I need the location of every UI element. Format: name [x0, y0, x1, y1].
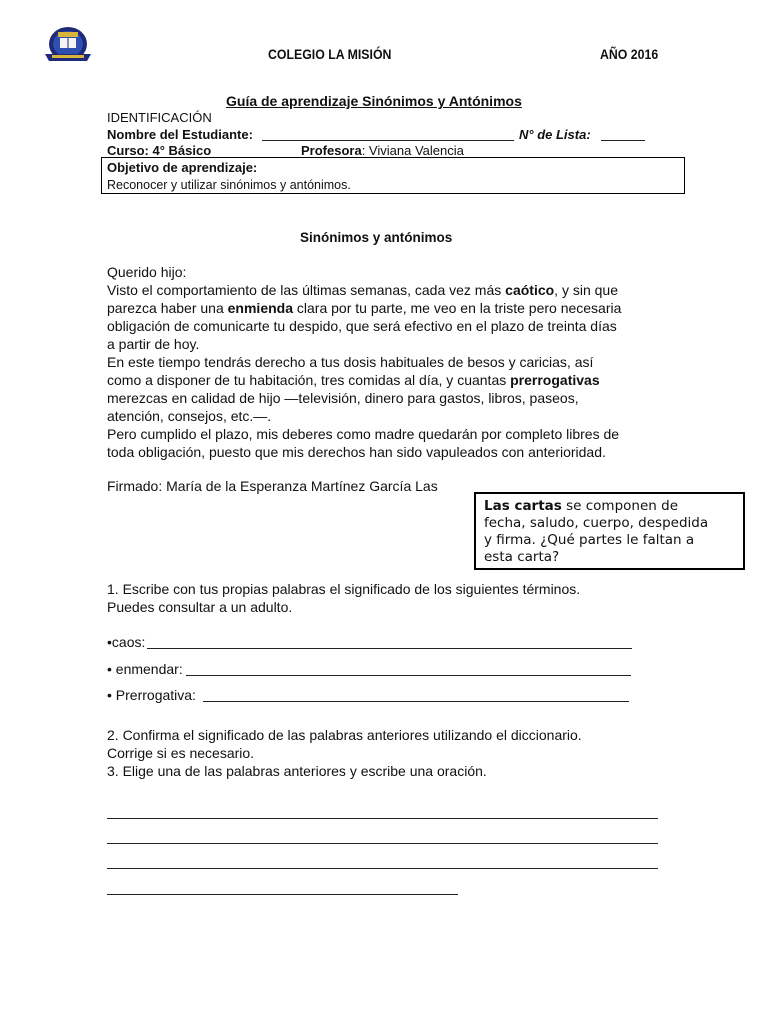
- question-3: 3. Elige una de las palabras anteriores y escribe una oración.: [107, 763, 487, 779]
- term-prerrogativa-answer-line[interactable]: [203, 701, 629, 702]
- identification-label: IDENTIFICACIÓN: [107, 110, 212, 125]
- question-1: 1. Escribe con tus propias palabras el significado de los siguientes términos. Puedes consultar a un adulto.: [107, 581, 581, 615]
- school-year: AÑO 2016: [600, 46, 659, 62]
- letter-line: obligación de comunicarte tu despido, que será efectivo en el plazo de treinta días: [107, 318, 617, 334]
- note-bold: Las cartas: [484, 498, 562, 514]
- bold-word-prerrogativas: prerrogativas: [510, 372, 600, 388]
- letter-signature: Firmado: María de la Esperanza Martínez García Las: [107, 478, 438, 494]
- objective-text: Reconocer y utilizar sinónimos y antónimos.: [107, 178, 351, 192]
- letter-line: parezca haber una enmienda clara por tu parte, me veo en la triste pero necesaria: [107, 300, 622, 316]
- bold-word-caotico: caótico: [505, 282, 555, 298]
- sentence-answer-line[interactable]: [107, 868, 658, 869]
- letter-body: [107, 263, 707, 461]
- student-name-field[interactable]: [262, 140, 514, 141]
- objective-label: Objetivo de aprendizaje:: [107, 160, 258, 175]
- letter-line: atención, consejos, etc.—.: [107, 408, 272, 424]
- letter-line: merezcas en calidad de hijo —televisión, dinero para gastos, libros, paseos,: [107, 390, 579, 406]
- letter-line: a partir de hoy.: [107, 336, 200, 352]
- letter-parts-note: Las cartas se componen de fecha, saludo, cuerpo, despedida y firma. ¿Qué partes le faltan a esta carta?: [474, 492, 745, 570]
- term-caos-answer-line[interactable]: [147, 648, 632, 649]
- teacher-name: : Viviana Valencia: [361, 143, 464, 158]
- list-number-field[interactable]: [601, 140, 645, 141]
- school-logo: [42, 24, 94, 64]
- sentence-answer-line[interactable]: [107, 818, 658, 819]
- bold-word-enmienda: enmienda: [227, 300, 293, 316]
- letter-line: como a disponer de tu habitación, tres comidas al día, y cuantas prerrogativas: [107, 372, 600, 388]
- course-label: Curso: 4° Básico: [107, 143, 212, 158]
- letter-greeting: Querido hijo:: [107, 264, 187, 280]
- list-number-label: N° de Lista:: [519, 127, 591, 142]
- term-prerrogativa-label: • Prerrogativa:: [107, 687, 196, 703]
- term-enmendar-answer-line[interactable]: [186, 675, 631, 676]
- school-name: COLEGIO LA MISIÓN: [268, 46, 392, 62]
- term-caos-label: •caos:: [107, 634, 146, 650]
- letter-line: Visto el comportamiento de las últimas semanas, cada vez más caótico, y sin que: [107, 282, 618, 298]
- sentence-answer-line[interactable]: [107, 894, 458, 895]
- question-2: 2. Confirma el significado de las palabras anteriores utilizando el diccionario. Corrige si es necesario.: [107, 727, 582, 761]
- letter-line: Pero cumplido el plazo, mis deberes como madre quedarán por completo libres de: [107, 426, 620, 442]
- letter-line: toda obligación, puesto que mis derechos han sido vapuleados con anterioridad.: [107, 444, 606, 460]
- letter-line: En este tiempo tendrás derecho a tus dosis habituales de besos y caricias, así: [107, 354, 594, 370]
- guide-title: Guía de aprendizaje Sinónimos y Antónimos: [226, 93, 522, 109]
- student-name-label: Nombre del Estudiante:: [107, 127, 253, 142]
- term-enmendar-label: • enmendar:: [107, 661, 183, 677]
- sentence-answer-line[interactable]: [107, 843, 658, 844]
- teacher-label: Profesora: [301, 143, 362, 158]
- section-title: Sinónimos y antónimos: [300, 230, 453, 245]
